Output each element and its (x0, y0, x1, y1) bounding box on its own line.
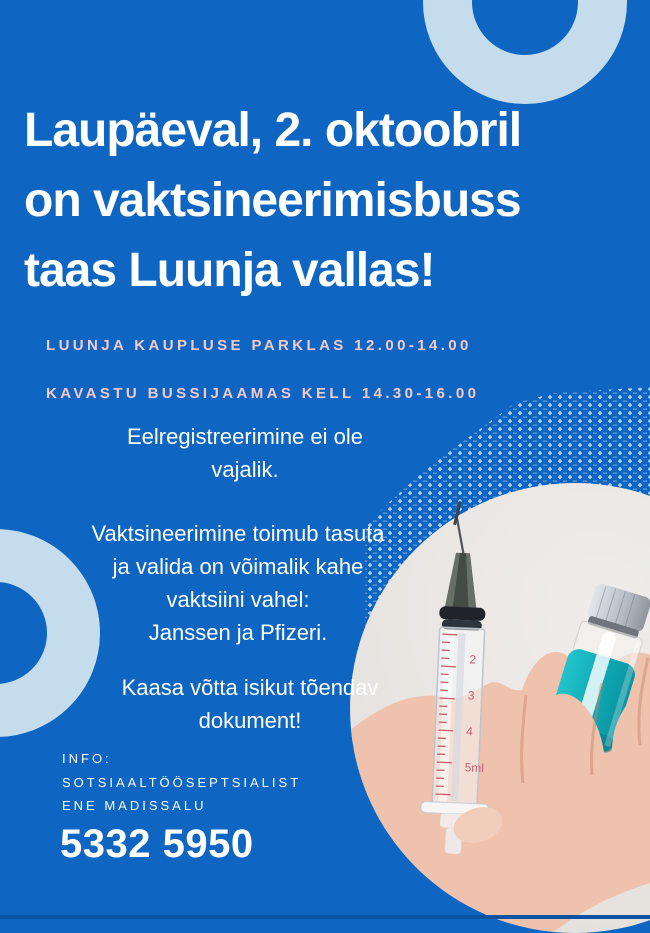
contact-role: SOTSIAALTÖÖSEPTSIALIST (62, 771, 301, 795)
phone-number: 5332 5950 (60, 822, 254, 866)
registration-note (65, 420, 425, 486)
vaccine-info (58, 517, 418, 649)
contact-name: ENE MADISSALU (62, 794, 301, 818)
syringe-scale-2: 2 (469, 652, 477, 666)
vaccine-info-line-3: vaktsiini vahel: (58, 583, 418, 616)
registration-line-1: Eelregistreerimine ei ole (65, 420, 425, 453)
document-note (70, 671, 430, 737)
contact-info-label: INFO: (62, 747, 301, 771)
registration-line-2: vajalik. (65, 453, 425, 486)
bottom-strip (0, 915, 650, 919)
document-note-line-2: dokument! (70, 704, 430, 737)
top-right-ring-shape (423, 0, 627, 104)
title-line-1: Laupäeval, 2. oktoobril (24, 96, 634, 166)
syringe-scale-3: 3 (467, 688, 475, 702)
title-line-2: on vaktsineerimisbuss (24, 166, 634, 236)
syringe-scale-5ml: 5ml (464, 760, 484, 775)
contact-info (62, 747, 301, 818)
vaccine-info-line-4: Janssen ja Pfizeri. (58, 616, 418, 649)
schedule-line-bussijaam: KAVASTU BUSSIJAAMAS KELL 14.30-16.00 (46, 384, 479, 404)
poster-title (24, 96, 634, 306)
vaccine-info-line-2: ja valida on võimalik kahe (58, 550, 418, 583)
syringe-scale-4: 4 (466, 724, 474, 738)
schedule-line-kauplus: LUUNJA KAUPLUSE PARKLAS 12.00-14.00 (46, 336, 472, 356)
vaccine-info-line-1: Vaktsineerimine toimub tasuta (58, 517, 418, 550)
title-line-3: taas Luunja vallas! (24, 236, 634, 306)
document-note-line-1: Kaasa võtta isikut tõendav (70, 671, 430, 704)
